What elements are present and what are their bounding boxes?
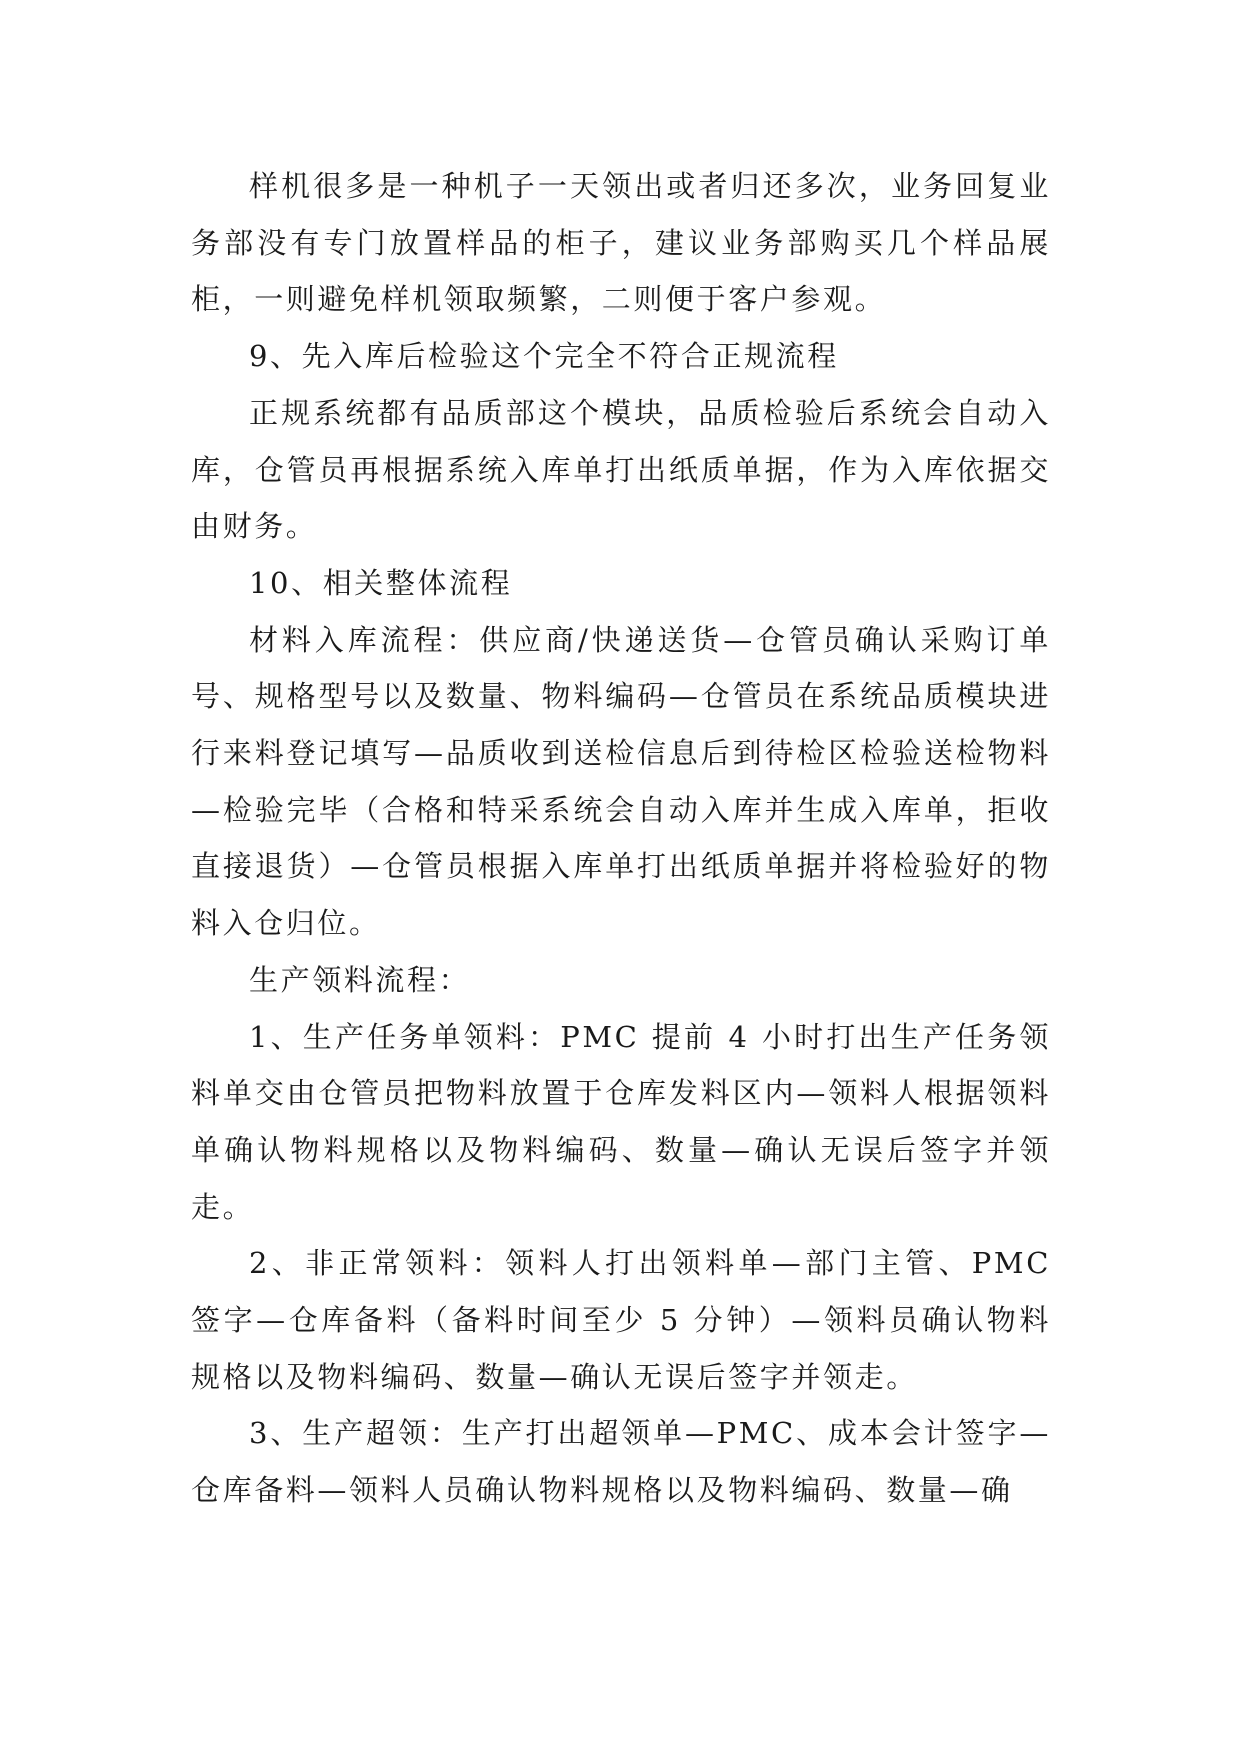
paragraph-sample-cabinet: 样机很多是一种机子一天领出或者归还多次，业务回复业务部没有专门放置样品的柜子，建议业务部购买几个样品展柜，一则避免样机领取频繁，二则便于客户参观。 bbox=[191, 169, 1051, 317]
paragraph-abnormal-picking: 2、非正常领料：领料人打出领料单—部门主管、PMC 签字—仓库备料（备料时间至少 5 分钟）—领料员确认物料规格以及物料编码、数量—确认无误后签字并领走。 bbox=[191, 1246, 1051, 1394]
heading-item-9: 9、先入库后检验这个完全不符合正规流程 bbox=[249, 339, 839, 374]
paragraph-material-inbound: 材料入库流程：供应商/快递送货—仓管员确认采购订单号、规格型号以及数量、物料编码—仓管员在系统品质模块进行来料登记填写—品质收到送检信息后到待检区检验送检物料—检验完毕（合格和特采系统会自动入库并生成入库单，拒收直接退货）—仓管员根据入库单打出纸质单据并将检验好的物料入仓归位。 bbox=[191, 622, 1051, 941]
paragraph-task-picking: 1、生产任务单领料：PMC 提前 4 小时打出生产任务领料单交由仓管员把物料放置于仓库发料区内—领料人根据领料单确认物料规格以及物料编码、数量—确认无误后签字并领走。 bbox=[191, 1019, 1051, 1224]
document-body bbox=[191, 158, 1051, 1519]
paragraph-quality-module: 正规系统都有品质部这个模块，品质检验后系统会自动入库，仓管员再根据系统入库单打出纸质单据，作为入库依据交由财务。 bbox=[191, 395, 1051, 544]
heading-item-10: 10、相关整体流程 bbox=[249, 565, 513, 600]
heading-production-picking: 生产领料流程： bbox=[249, 962, 471, 997]
paragraph-over-picking: 3、生产超领：生产打出超领单—PMC、成本会计签字—仓库备料—领料人员确认物料规格以及物料编码、数量—确 bbox=[191, 1416, 1051, 1508]
